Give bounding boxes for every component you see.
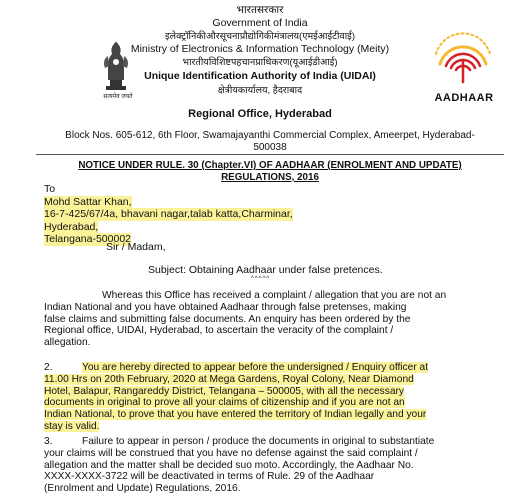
recipient-address-3: Telangana-500002 [44, 233, 131, 245]
para2-line: stay is valid. [44, 420, 100, 432]
header-office-hindi: क्षेत्रीयकार्यालय, हैदराबाद [217, 85, 303, 96]
para3-line: allegation and the matter shall be decided suo moto. Accordingly, the Aadhaar No. [44, 459, 414, 471]
para3-line: your claims will be construed that you have no defense against the said complaint / [44, 447, 418, 459]
para2-line: Indian National, to prove that you have entered the territory of Indian legally and your [44, 409, 427, 421]
header-ministry-hindi: इलेक्ट्रॉनिकीऔरसूचनाप्रौद्योगिकीमंत्रालय(एमईआईटीवाई) [165, 31, 355, 42]
notice-title [40, 160, 500, 184]
notice-title-line-2: REGULATIONS, 2016 [221, 172, 319, 183]
para2-line: 11.00 Hrs on 20th February, 2020 at Mega Gardens, Royal Colony, Near Diamond [44, 373, 414, 385]
to-label: To [44, 183, 56, 195]
address-line-2: 500038 [253, 142, 287, 153]
aadhaar-logo-text: AADHAAR [434, 92, 494, 104]
para2-line: Hotel, Balapur, Rangareddy District, Telangana – 500005, with all the necessary [44, 385, 404, 397]
header-ministry-english: Ministry of Electronics & Information Technology (Meity) [130, 43, 390, 55]
notice-title-line-1: NOTICE UNDER RULE. 30 (Chapter.VI) OF AADHAAR (ENROLMENT AND UPDATE) [78, 160, 462, 171]
header-bharat-sarkar: भारतसरकार [236, 4, 284, 16]
address-line-1: Block Nos. 605-612, 6th Floor, Swamajayanthi Commercial Complex, Ameerpet, Hyderabad- [65, 130, 475, 141]
para1-line: Regional office, UIDAI, Hyderabad, to ascertain the veracity of the complaint / [44, 325, 394, 337]
para2-number: 2. [44, 362, 53, 373]
header-uidai-hindi: भारतीयविशिष्टपहचानप्राधिकरण(यूआईडीआई) [182, 57, 338, 68]
paragraph-1 [44, 290, 500, 349]
subject-line: Subject: Obtaining Aadhaar under false pretences. [148, 264, 383, 276]
emblem-caption: सत्यमेव जयते [103, 94, 133, 100]
para1-line: false claims and submitting false documents. An enquiry has been ordered by the [44, 313, 411, 325]
header-govt-of-india: Government of India [212, 17, 308, 29]
office-address [40, 130, 500, 154]
para1-line: Indian National and you have obtained Aadhaar through false pretenses, making [44, 301, 407, 313]
recipient-address-2: Hyderabad, [44, 220, 99, 233]
para3-line: Failure to appear in person / produce the documents in original to substantiate [82, 436, 435, 447]
recipient-block [44, 183, 293, 246]
paragraph-3 [44, 436, 500, 495]
header-divider [36, 154, 504, 155]
para1-line: allegation. [44, 337, 91, 349]
recipient-address-1: 16-7-425/67/4a, bhavani nagar,talab katta,Charminar, [44, 208, 293, 220]
para2-line: You are hereby directed to appear before the undersigned / Enquiry officer at [82, 362, 429, 373]
para3-number: 3. [44, 436, 53, 447]
para1-line: Whereas this Office has received a complaint / allegation that you are not an [102, 290, 447, 301]
para3-line: XXXX-XXXX-3722 will be deactivated in terms of Rule. 29 of the Aadhaar [44, 471, 375, 483]
para3-line: (Enrolment and Update) Regulations, 2016. [44, 483, 241, 495]
header-office-english: Regional Office, Hyderabad [188, 108, 332, 120]
recipient-name: Mohd Sattar Khan, [44, 195, 132, 208]
header-uidai-english: Unique Identification Authority of India (UIDAI) [144, 70, 376, 82]
subject-underline-mark: ^^^^^ [251, 276, 271, 282]
paragraph-2 [44, 362, 500, 433]
para2-line: documents in original to prove all your claims of citizenship and if you are not an [44, 397, 405, 409]
salutation: Sir / Madam, [106, 241, 166, 253]
